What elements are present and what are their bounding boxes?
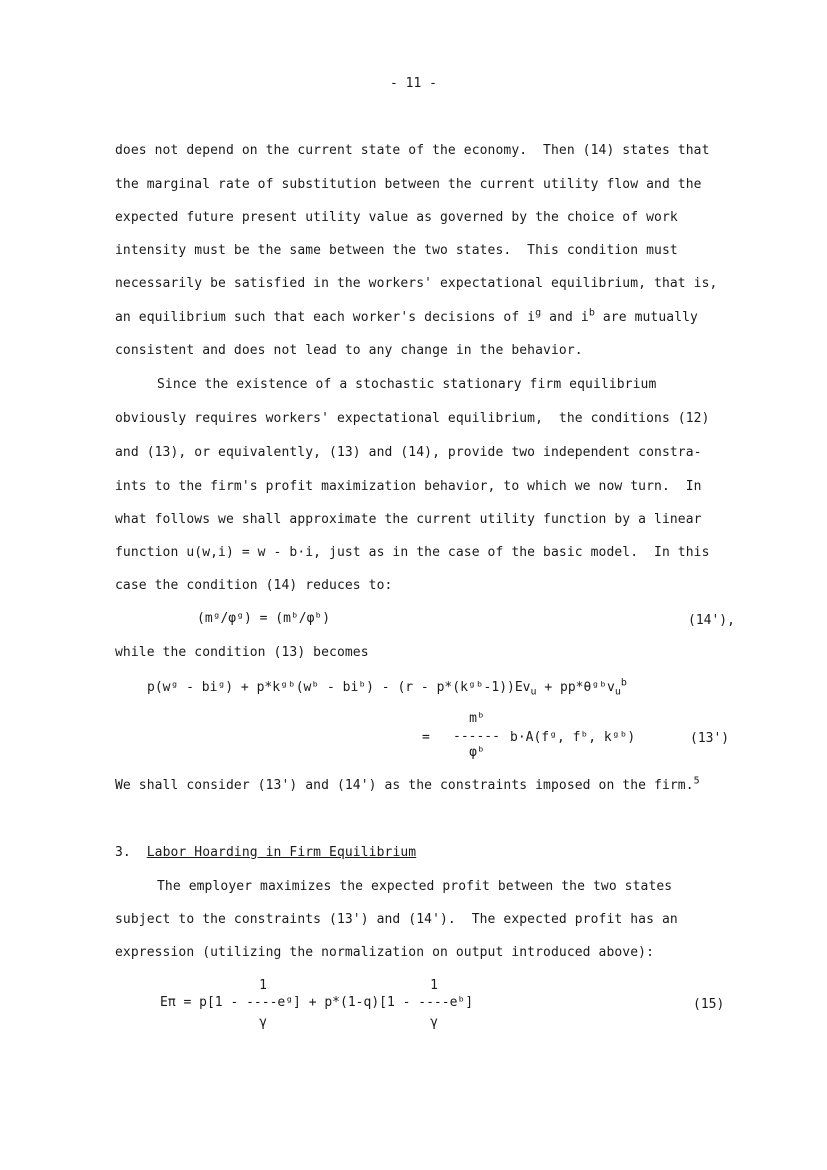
- text-line: function u(w,i) = w - b·i, just as in the case of the basic model. In this: [115, 545, 710, 560]
- equation-label: (14'),: [688, 613, 735, 628]
- text-line: necessarily be satisfied in the workers' expectational equilibrium, that is,: [115, 276, 718, 291]
- text-line: what follows we shall approximate the current utility function by a linear: [115, 512, 702, 527]
- text-line: subject to the constraints (13') and (14'). The expected profit has an: [115, 912, 678, 927]
- subscript: u: [614, 686, 621, 698]
- superscript: b: [588, 307, 595, 319]
- section-heading: [115, 845, 416, 860]
- text-line: The employer maximizes the expected profit between the two states: [157, 879, 673, 894]
- text-line: case the condition (14) reduces to:: [115, 578, 393, 593]
- fraction-denominator: γ: [430, 1015, 438, 1030]
- text-line: [115, 307, 698, 325]
- fraction-denominator: γ: [259, 1015, 267, 1030]
- fraction-bar: ------: [453, 729, 500, 744]
- text-segment: are mutually: [594, 310, 698, 325]
- text-line: ints to the firm's profit maximization behavior, to which we now turn. In: [115, 479, 702, 494]
- text-line: and (13), or equivalently, (13) and (14), provide two independent constra-: [115, 445, 702, 460]
- equals-sign: =: [422, 730, 430, 745]
- equation-14-prime: (mᵍ/φᵍ) = (mᵇ/φᵇ): [197, 611, 331, 626]
- superscript: g: [535, 307, 542, 319]
- subscript: u: [530, 686, 537, 698]
- equation-rhs: b·A(fᵍ, fᵇ, kᵍᵇ): [510, 730, 636, 745]
- fraction-denominator: φᵇ: [469, 745, 485, 760]
- text-line: does not depend on the current state of the economy. Then (14) states that: [115, 143, 710, 158]
- footnote-mark: 5: [693, 775, 700, 787]
- text-segment: We shall consider (13') and (14') as the constraints imposed on the firm.: [115, 778, 694, 793]
- text-line: while the condition (13) becomes: [115, 645, 369, 660]
- text-line: consistent and does not lead to any change in the behavior.: [115, 343, 583, 358]
- text-segment: and i: [541, 310, 589, 325]
- equation-15: Eπ = p[1 - ----eᵍ] + p*(1-q)[1 - ----eᵇ]: [160, 995, 474, 1010]
- text-line: the marginal rate of substitution between the current utility flow and the: [115, 177, 702, 192]
- text-segment: an equilibrium such that each worker's decisions of i: [115, 310, 536, 325]
- equation-label: (15): [693, 997, 725, 1012]
- text-line: expected future present utility value as governed by the choice of work: [115, 210, 678, 225]
- section-number: 3.: [115, 845, 131, 860]
- text-line: intensity must be the same between the two states. This condition must: [115, 243, 678, 258]
- fraction-numerator: 1: [430, 978, 438, 993]
- equation-13-prime-line1: [147, 677, 627, 698]
- section-title: Labor Hoarding in Firm Equilibrium: [146, 845, 417, 860]
- fraction-numerator: mᵇ: [469, 711, 485, 726]
- equation-label: (13'): [690, 731, 730, 746]
- fraction-numerator: 1: [259, 978, 267, 993]
- page-number: - 11 -: [390, 76, 437, 91]
- equation-segment: p(wᵍ - biᵍ) + p*kᵍᵇ(wᵇ - biᵇ) - (r - p*(kᵍᵇ-1))Ev: [147, 680, 531, 695]
- text-line: expression (utilizing the normalization on output introduced above):: [115, 945, 655, 960]
- equation-segment: + pp*θᵍᵇv: [536, 680, 615, 695]
- text-line: obviously requires workers' expectational equilibrium, the conditions (12): [115, 411, 710, 426]
- superscript: b: [620, 677, 627, 689]
- text-line: Since the existence of a stochastic stationary firm equilibrium: [157, 377, 657, 392]
- text-line: [115, 775, 700, 793]
